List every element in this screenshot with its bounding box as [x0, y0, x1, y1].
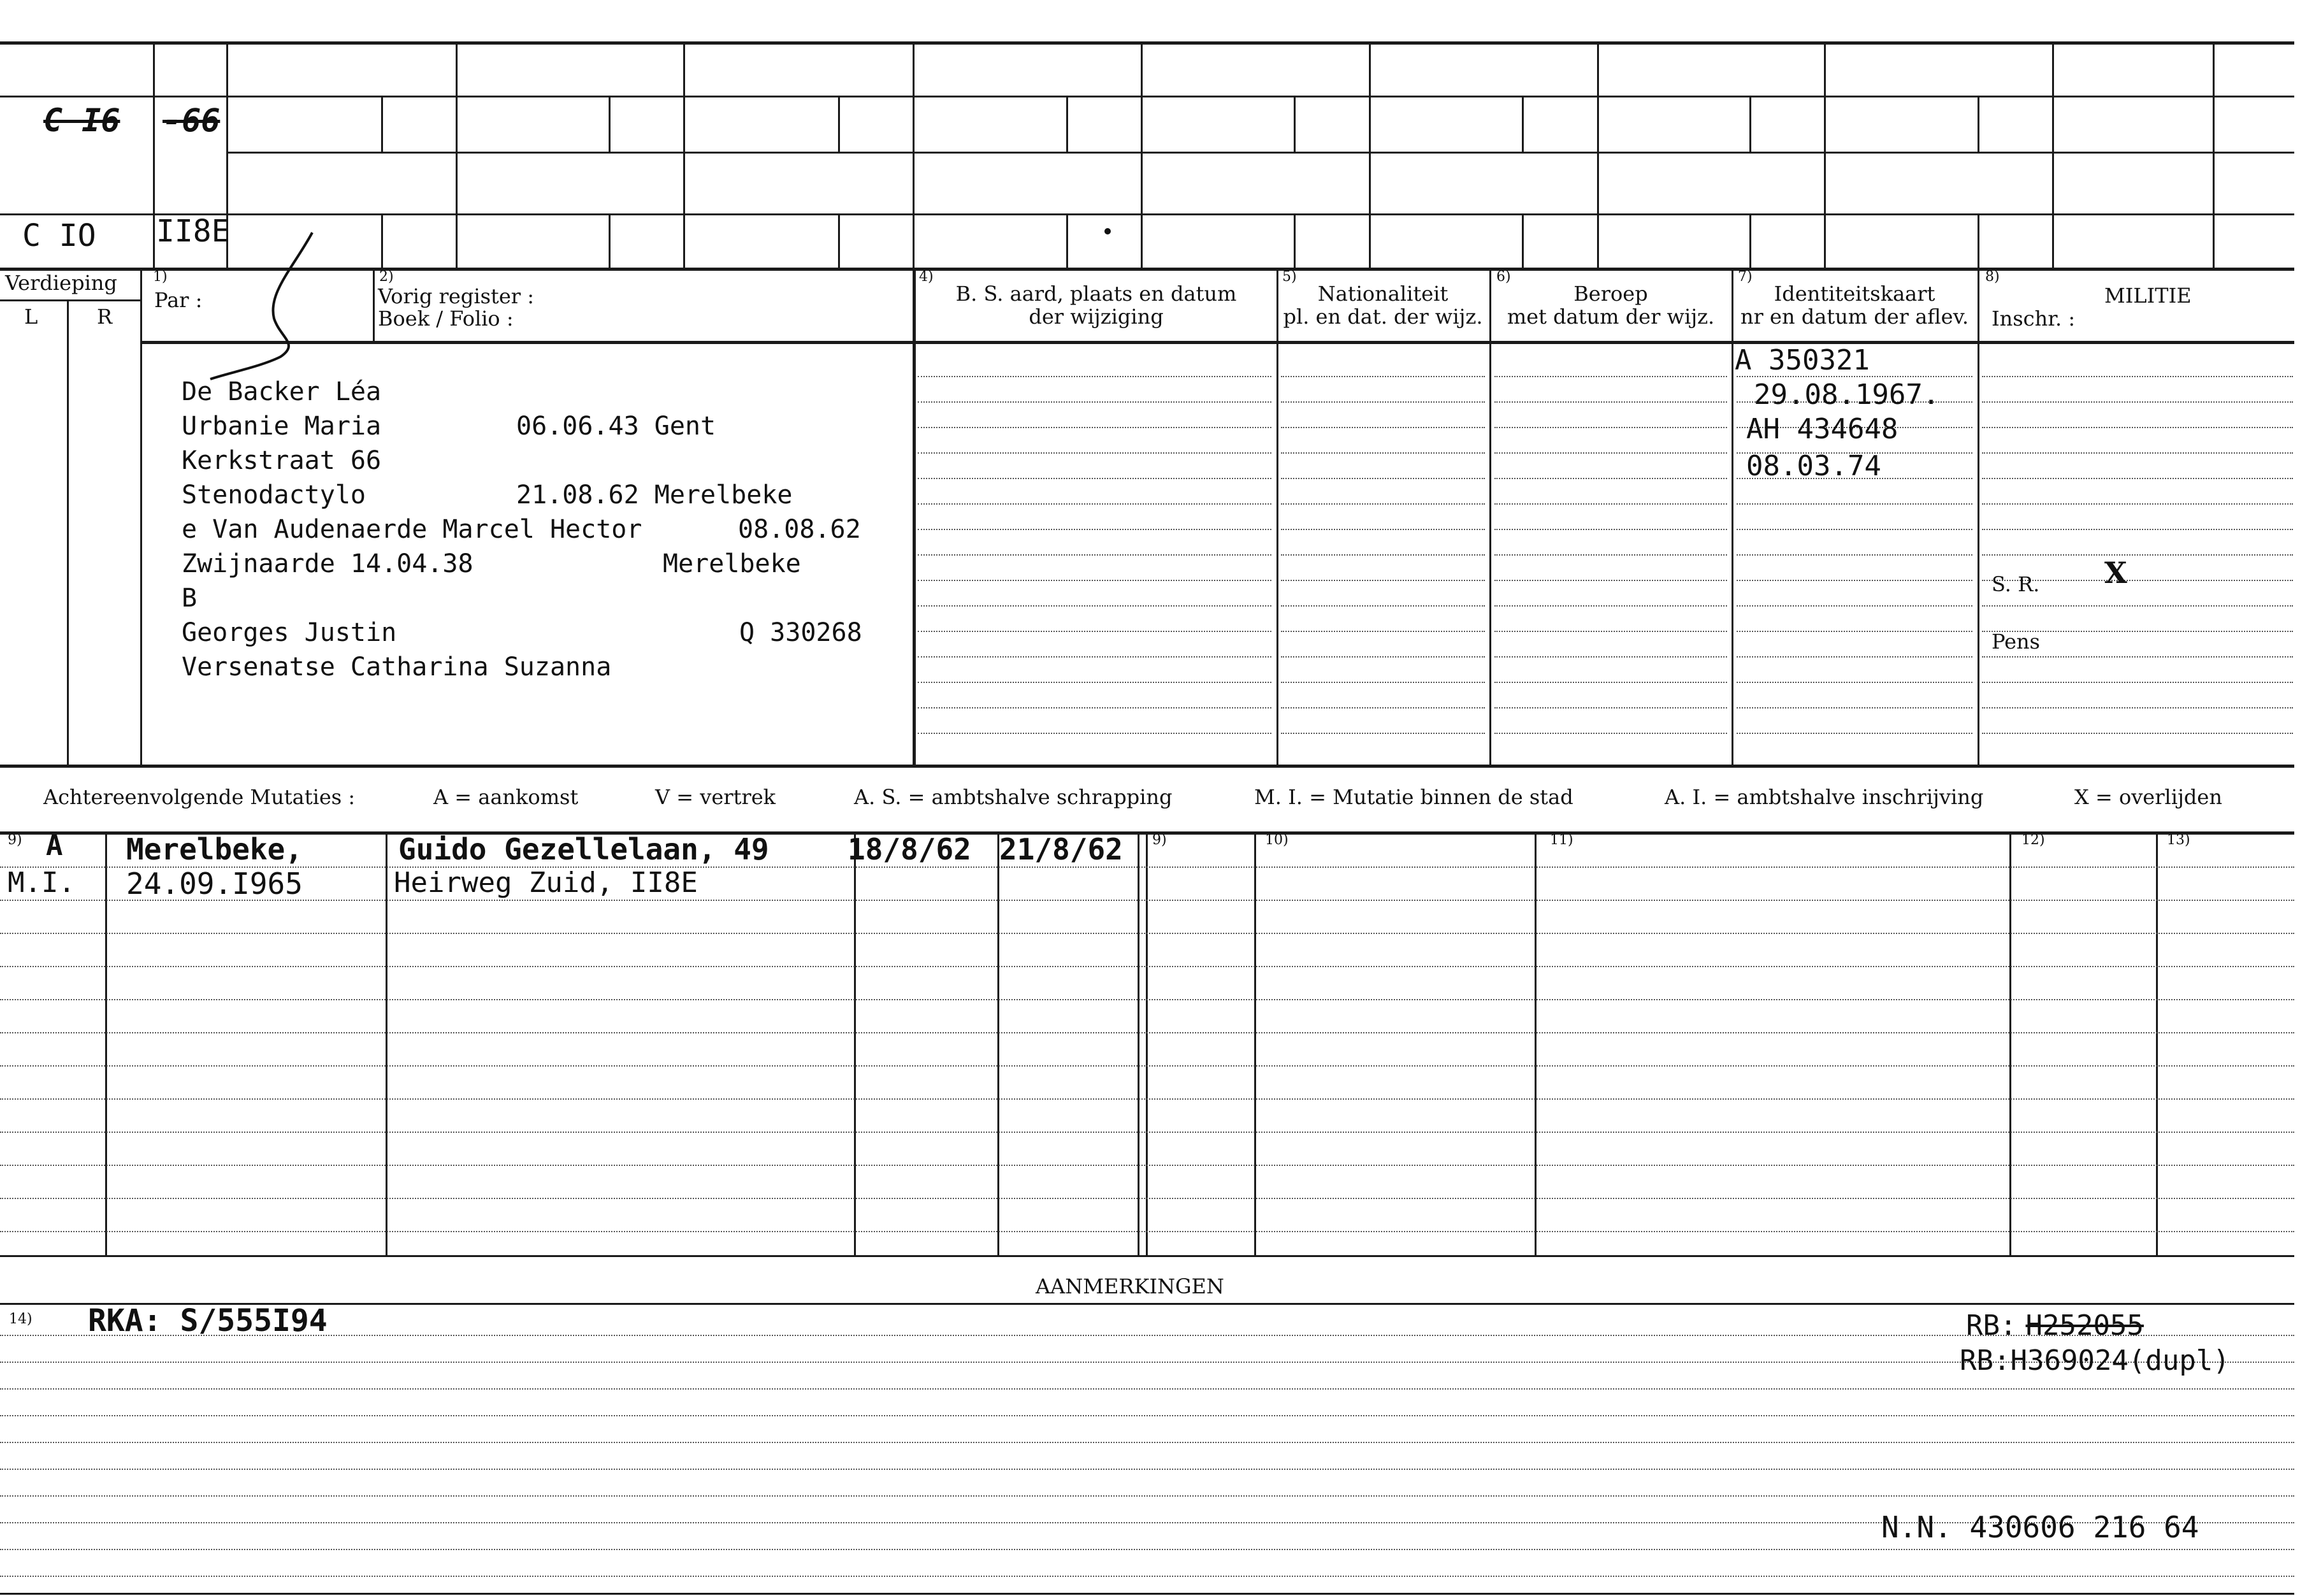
- dotted-rule: [0, 933, 2294, 934]
- r-label: R: [97, 305, 113, 329]
- rb-old-label: RB:: [1966, 1309, 2017, 1342]
- dotted-rule: [1494, 580, 1727, 581]
- beroep-header: Beroep met datum der wijz.: [1507, 282, 1715, 329]
- dotted-rule: [1494, 554, 1727, 556]
- note-7: 7): [1738, 269, 1753, 285]
- dotted-rule: [1737, 529, 1972, 530]
- vorig-register-label: Vorig register :: [378, 284, 535, 308]
- dotted-rule: [0, 966, 2294, 967]
- dotted-rule: [918, 733, 1271, 734]
- mutation-1-place: Merelbeke,: [126, 832, 303, 866]
- dotted-rule: [1494, 401, 1727, 403]
- dotted-rule: [0, 900, 2294, 901]
- row2-number: II8E: [156, 213, 230, 249]
- dotted-rule: [918, 478, 1271, 479]
- note-10: 10): [1265, 832, 1289, 848]
- dotted-rule: [0, 866, 2294, 868]
- note-5: 5): [1282, 269, 1297, 285]
- dotted-rule: [1982, 529, 2293, 530]
- bs-header: B. S. aard, plaats en datum der wijziging: [955, 282, 1237, 329]
- mutation-2-place: 24.09.I965: [126, 866, 303, 901]
- inschr-label: Inschr. :: [1992, 306, 2076, 331]
- note-9: 9): [8, 832, 22, 848]
- dotted-rule: [1494, 452, 1727, 454]
- dotted-rule: [1281, 478, 1485, 479]
- legend-title: Achtereenvolgende Mutaties :: [43, 785, 356, 809]
- note-12: 12): [2021, 832, 2045, 848]
- dotted-rule: [0, 1132, 2294, 1133]
- dotted-rule: [918, 452, 1271, 454]
- dotted-rule: [1982, 427, 2293, 428]
- dotted-rule: [1494, 631, 1727, 632]
- spouse-date: 08.08.62: [738, 515, 861, 544]
- dotted-rule: [0, 1469, 2294, 1470]
- dotted-rule: [918, 605, 1271, 607]
- par-label: Par :: [154, 288, 203, 312]
- dotted-rule: [1494, 707, 1727, 708]
- dotted-rule: [1737, 631, 1972, 632]
- dotted-rule: [0, 1335, 2294, 1336]
- mutation-1-type: A: [46, 830, 63, 862]
- dotted-rule: [1982, 682, 2293, 683]
- dotted-rule: [1494, 529, 1727, 530]
- dotted-rule: [1281, 503, 1485, 505]
- mutation-1-date1: 18/8/62: [848, 832, 971, 866]
- dotted-rule: [1281, 682, 1485, 683]
- dotted-rule: [1982, 452, 2293, 454]
- dotted-rule: [1494, 682, 1727, 683]
- dotted-rule: [1281, 452, 1485, 454]
- sr-label: S. R.: [1992, 572, 2040, 596]
- note-2: 2): [379, 269, 394, 285]
- note-13: 13): [2167, 832, 2190, 848]
- dotted-rule: [0, 1098, 2294, 1100]
- dotted-rule: [1737, 554, 1972, 556]
- dotted-rule: [918, 631, 1271, 632]
- dotted-rule: [1982, 478, 2293, 479]
- row1-code: C I6: [43, 102, 120, 139]
- l-label: L: [24, 305, 38, 329]
- dotted-rule: [918, 376, 1271, 377]
- identiteitskaart-header: Identiteitskaart nr en datum der aflev.: [1740, 282, 1969, 329]
- legend-as: A. S. = ambtshalve schrapping: [854, 785, 1173, 809]
- dotted-rule: [0, 1065, 2294, 1067]
- spouse-name: e Van Audenaerde Marcel Hector: [182, 515, 642, 544]
- note-4: 4): [919, 269, 934, 285]
- rb-duplicate: RB:H369024(dupl): [1960, 1344, 2230, 1377]
- dotted-rule: [1982, 503, 2293, 505]
- dotted-rule: [1982, 401, 2293, 403]
- rb-old-value: H252055: [2025, 1309, 2144, 1342]
- dotted-rule: [1281, 427, 1485, 428]
- dotted-rule: [1982, 656, 2293, 658]
- person-address: Kerkstraat 66: [182, 446, 382, 475]
- dotted-rule: [0, 1388, 2294, 1390]
- dotted-rule: [1737, 656, 1972, 658]
- mother-name: Versenatse Catharina Suzanna: [182, 652, 612, 682]
- dotted-rule: [0, 1362, 2294, 1363]
- dotted-rule: [1494, 605, 1727, 607]
- father-number: Q 330268: [739, 618, 862, 647]
- dotted-rule: [1281, 656, 1485, 658]
- sr-value: X: [2104, 556, 2127, 590]
- id-card-date-1: 29.08.1967.: [1754, 378, 1940, 411]
- boek-folio-label: Boek / Folio :: [378, 306, 514, 331]
- father-name: Georges Justin: [182, 618, 397, 647]
- person-b: B: [182, 584, 198, 613]
- note-1: 1): [153, 269, 168, 285]
- dotted-rule: [1494, 478, 1727, 479]
- mutation-2-type: M.I.: [8, 866, 75, 899]
- dotted-rule: [1281, 401, 1485, 403]
- dotted-rule: [918, 401, 1271, 403]
- legend-mi: M. I. = Mutatie binnen de stad: [1254, 785, 1573, 809]
- signature-stroke: [204, 229, 319, 382]
- rb-old: [1966, 1309, 2144, 1342]
- dotted-rule: [1737, 733, 1972, 734]
- person-occupation: Stenodactylo: [182, 480, 366, 510]
- legend-v: V = vertrek: [655, 785, 776, 809]
- dotted-rule: [0, 1576, 2294, 1577]
- remarks-title: AANMERKINGEN: [1036, 1274, 1224, 1298]
- note-11: 11): [1550, 832, 1573, 848]
- legend-ai: A. I. = ambtshalve inschrijving: [1665, 785, 1984, 809]
- dotted-rule: [1737, 707, 1972, 708]
- dotted-rule: [0, 1198, 2294, 1199]
- dotted-rule: [1494, 503, 1727, 505]
- dotted-rule: [1494, 427, 1727, 428]
- dotted-rule: [1737, 580, 1972, 581]
- dotted-rule: [1737, 605, 1972, 607]
- person-occupation-date: 21.08.62 Merelbeke: [516, 480, 793, 510]
- row2-code: C IO: [22, 218, 96, 254]
- dotted-rule: [1281, 554, 1485, 556]
- person-first-names: Urbanie Maria: [182, 412, 382, 441]
- dotted-rule: [918, 580, 1271, 581]
- person-name: De Backer Léa: [182, 377, 382, 406]
- nationaliteit-header: Nationaliteit pl. en dat. der wijz.: [1283, 282, 1483, 329]
- spouse-birth: Zwijnaarde 14.04.38: [182, 549, 474, 579]
- dotted-rule: [1982, 605, 2293, 607]
- dotted-rule: [1281, 605, 1485, 607]
- dotted-rule: [918, 529, 1271, 530]
- legend-a: A = aankomst: [433, 785, 579, 809]
- dotted-rule: [918, 656, 1271, 658]
- dotted-rule: [1494, 376, 1727, 377]
- dotted-rule: [1281, 376, 1485, 377]
- dotted-rule: [918, 427, 1271, 428]
- note-8: 8): [1985, 269, 2000, 285]
- dotted-rule: [918, 682, 1271, 683]
- dotted-rule: [1281, 733, 1485, 734]
- dotted-rule: [0, 1032, 2294, 1033]
- note-14: 14): [9, 1311, 33, 1327]
- dotted-rule: [0, 1549, 2294, 1550]
- dotted-rule: [1281, 580, 1485, 581]
- rka-number: RKA: S/555I94: [88, 1303, 328, 1339]
- dotted-rule: [1982, 376, 2293, 377]
- dotted-rule: [1982, 733, 2293, 734]
- dotted-rule: [0, 999, 2294, 1000]
- row1-number: -66: [163, 102, 221, 139]
- dotted-rule: [1281, 707, 1485, 708]
- dotted-rule: [1494, 733, 1727, 734]
- dotted-rule: [918, 554, 1271, 556]
- national-number: N.N. 430606 216 64: [1881, 1510, 2199, 1544]
- dotted-rule: [918, 503, 1271, 505]
- person-birth: 06.06.43 Gent: [516, 412, 716, 441]
- dotted-rule: [1281, 529, 1485, 530]
- note-9b: 9): [1152, 832, 1167, 848]
- dotted-rule: [1494, 656, 1727, 658]
- dotted-rule: [0, 1165, 2294, 1166]
- dotted-rule: [0, 1415, 2294, 1416]
- dotted-rule: [1281, 631, 1485, 632]
- militie-header: MILITIE: [2104, 284, 2192, 308]
- dotted-rule: [918, 707, 1271, 708]
- dotted-rule: [1737, 682, 1972, 683]
- legend-x: X = overlijden: [2074, 785, 2222, 809]
- id-card-number-1: A 350321: [1735, 344, 1870, 377]
- id-card-number-2: AH 434648: [1746, 413, 1898, 445]
- dotted-rule: [1982, 554, 2293, 556]
- mutation-1-address: Guido Gezellelaan, 49: [398, 832, 769, 866]
- dot-mark: [1104, 228, 1111, 234]
- dotted-rule: [0, 1495, 2294, 1497]
- mutation-2-address: Heirweg Zuid, II8E: [394, 866, 698, 899]
- mutation-1-date2: 21/8/62: [999, 832, 1123, 866]
- spouse-place: Merelbeke: [663, 549, 801, 579]
- dotted-rule: [1982, 707, 2293, 708]
- verdieping-label: Verdieping: [5, 271, 117, 295]
- note-6: 6): [1496, 269, 1511, 285]
- dotted-rule: [0, 1442, 2294, 1443]
- id-card-date-2: 08.03.74: [1746, 450, 1881, 482]
- pens-label: Pens: [1992, 629, 2041, 654]
- dotted-rule: [0, 1231, 2294, 1232]
- dotted-rule: [1737, 503, 1972, 505]
